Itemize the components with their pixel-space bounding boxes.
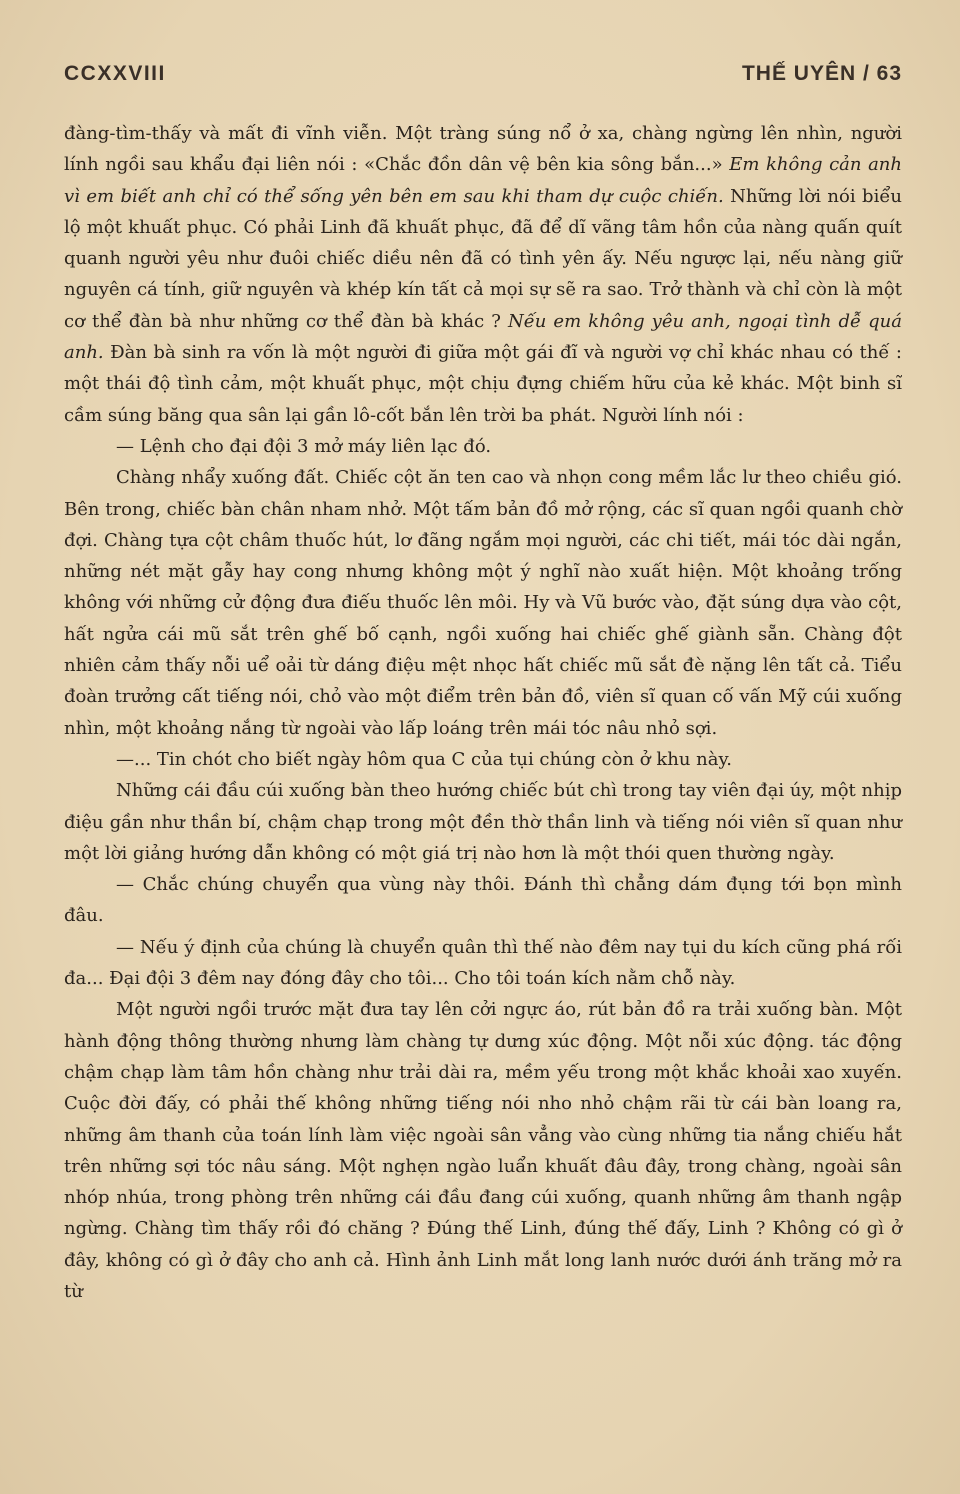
author-page-number: THẾ UYÊN / 63 (741, 62, 902, 85)
page-body (64, 118, 902, 1307)
paragraph (64, 431, 902, 462)
paragraph (64, 775, 902, 869)
text-segment: Chàng nhẩy xuống đất. Chiếc cột ăn ten cao và nhọn cong mềm lắc lư theo chiều gió. Bên trong, chiếc bàn chân nham nhở. Một tấm bản đồ mở rộng, các sĩ quan ngồi quanh chờ đợi. Chàng tựa cột châm thuốc hút, lơ đãng ngắm mọi người, các chi tiết, mái tóc dài ngắn, những nét mặt gẫy hay cong nhưng không một ý nghĩ nào xuất hiện. Một khoảng trống không với những cử động đưa điếu thuốc lên môi. Hy và Vũ bước vào, đặt súng dựa vào cột, hất ngửa cái mũ sắt trên ghế bố cạnh, ngồi xuống hai chiếc ghế giành sẵn. Chàng đột nhiên cảm thấy nỗi uể oải từ dáng điệu mệt nhọc hất chiếc mũ sắt đè nặng lên tất cả. Tiểu đoàn trưởng cất tiếng nói, chỏ vào một điểm trên bản đồ, viên sĩ quan cố vấn Mỹ cúi xuống nhìn, một khoảng nắng từ ngoài vào lấp loáng trên mái tóc nâu nhỏ sợi. (64, 467, 902, 739)
chapter-number: CCXXVIII (64, 62, 166, 85)
paragraph (64, 744, 902, 775)
text-segment: —... Tin chót cho biết ngày hôm qua C của tụi chúng còn ở khu này. (116, 748, 732, 770)
paragraph (64, 869, 902, 932)
text-segment: — Nếu ý định của chúng là chuyển quân thì thế nào đêm nay tụi du kích cũng phá rối đa... Đại đội 3 đêm nay đóng đây cho tôi... Cho tôi toán kích nằm chỗ này. (64, 936, 902, 990)
paragraph (64, 118, 902, 431)
text-segment: Những lời nói biểu lộ một khuất phục. Có phải Linh đã khuất phục, đã để dĩ vãng tâm hồn của nàng quấn quít quanh người yêu như đuôi chiếc diều nên đã có tình yên ấy. Nếu ngược lại, nếu nàng giữ nguyên cá tính, giữ nguyên và khép kín tất cả mọi sự sẽ ra sao. Trở thành và chỉ còn là một cơ thể đàn bà như những cơ thể đàn bà khác ? (64, 185, 903, 332)
text-segment: — Lệnh cho đại đội 3 mở máy liên lạc đó. (116, 435, 492, 457)
text-segment: Đàn bà sinh ra vốn là một người đi giữa một gái đĩ và người vợ chỉ khác nhau có thế : một thái độ tình cảm, một khuất phục, một chịu đựng chiếm hữu của kẻ khác. Một binh sĩ cầm súng băng qua sân lại gần lô-cốt bắn lên trời ba phát. Người lính nói : (64, 342, 902, 426)
page-header (64, 62, 902, 86)
text-segment: đàng-tìm-thấy và mất đi vĩnh viễn. Một tràng súng nổ ở xa, chàng ngừng lên nhìn, người lính ngồi sau khẩu đại liên nói : «Chắc đồn dân vệ bên kia sông bắn...» (64, 123, 902, 176)
text-segment: — Chắc chúng chuyển qua vùng này thôi. Đánh thì chẳng dám đụng tới bọn mình đâu. (64, 874, 902, 927)
paragraph (64, 932, 902, 995)
text-segment: Một người ngồi trước mặt đưa tay lên cởi ngực áo, rút bản đồ ra trải xuống bàn. Một hành động thông thường nhưng làm chàng tự dưng xúc động. Một nỗi xúc động. tác động chậm chạp làm tâm hồn chàng như trải dài ra, mềm yếu trong một khắc khoải xao xuyến. Cuộc đời đấy, có phải thế không những tiếng nói nho nhỏ chậm rãi từ cái bàn loang ra, những âm thanh của toán lính làm việc ngoài sân vẳng vào cùng những tia nắng chiếu hắt trên những sợi tóc nâu sáng. Một nghẹn ngào luẩn khuất đâu đây, trong chàng, ngoài sân nhóp nhúa, trong phòng trên những cái đầu đang cúi xuống, quanh những âm thanh ngập ngừng. Chàng tìm thấy rồi đó chăng ? Đúng thế Linh, đúng thế đấy, Linh ? Không có gì ở đây, không có gì ở đây cho anh cả. Hình ảnh Linh mắt long lanh nước dưới ánh trăng mở ra từ (64, 999, 902, 1302)
paragraph (64, 462, 902, 744)
text-segment: Những cái đầu cúi xuống bàn theo hướng chiếc bút chì trong tay viên đại úy, một nhịp điệu gần như thần bí, chậm chạp trong một đền thờ thần linh và tiếng nói viên sĩ quan như một lời giảng hướng dẫn không có một giá trị nào hơn là một thói quen thường ngày. (64, 780, 902, 864)
paragraph (64, 994, 902, 1307)
italic-quote: Em không cản anh vì em biết anh chỉ có thể sống yên bên em sau khi tham dự cuộc chiến. (64, 154, 902, 207)
italic-quote: Nếu em không yêu anh, ngoại tình dễ quá anh. (64, 310, 902, 364)
